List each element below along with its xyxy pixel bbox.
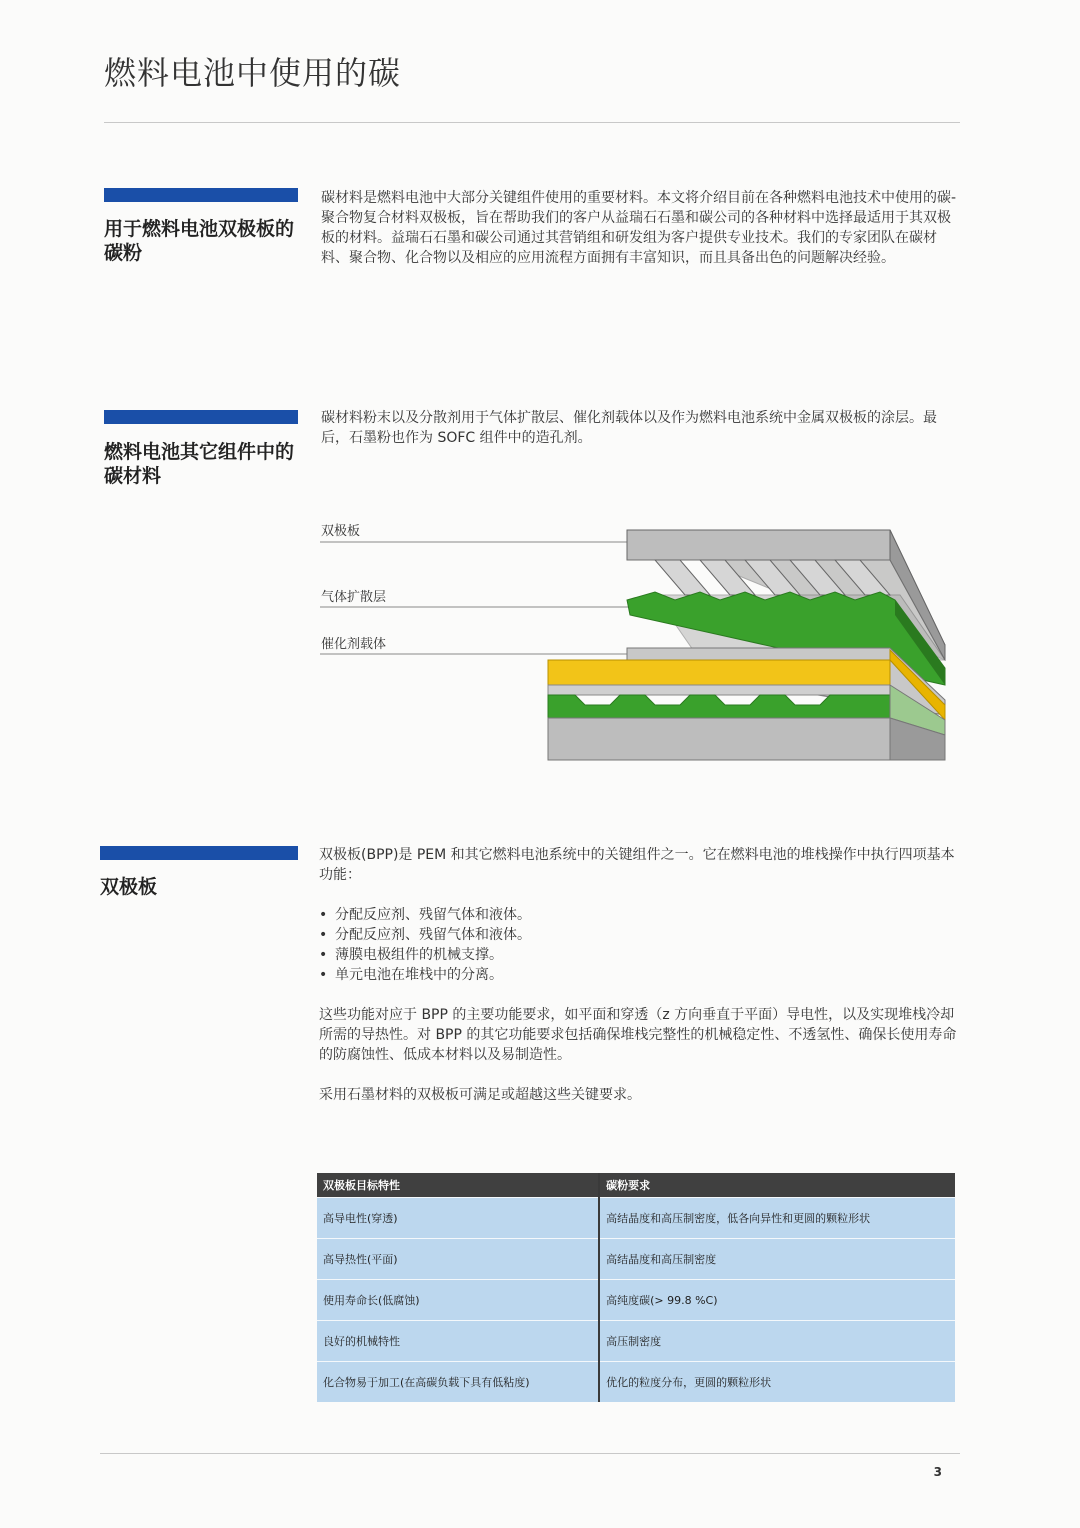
bpp-requirements: 这些功能对应于 BPP 的主要功能要求，如平面和穿透（z 方向垂直于平面）导电性，以及实现堆栈冷却所需的导热性。对 BPP 的其它功能要求包括确保堆栈完整性的机械稳定性、不透氢性、确保长使用寿命的防腐蚀性、低成本材料以及易制造性。 <box>319 1007 957 1063</box>
page-title: 燃料电池中使用的碳 <box>104 54 402 92</box>
bpp-intro: 双极板(BPP)是 PEM 和其它燃料电池系统中的关键组件之一。它在燃料电池的堆栈操作中执行四项基本功能： <box>319 847 955 883</box>
intro-text: 碳材料是燃料电池中大部分关键组件使用的重要材料。本文将介绍目前在各种燃料电池技术中使用的碳-聚合物复合材料双极板，旨在帮助我们的客户从益瑞石石墨和碳公司的各种材料中选择最适用于其双极板的材料。益瑞石石墨和碳公司通过其营销组和研发组为客户提供专业技术。我们的专家团队在碳材料、聚合物、化合物以及相应的应用流程方面拥有丰富知识，而且具备出色的问题解决经验。 <box>321 190 957 266</box>
table-cell: 高纯度碳(> 99.8 %C) <box>599 1280 955 1321</box>
table-cell: 高结晶度和高压制密度，低各向异性和更圆的颗粒形状 <box>599 1198 955 1239</box>
column-header-target-property: 双极板目标特性 <box>317 1173 599 1198</box>
property-requirements-table <box>317 1173 955 1402</box>
table-cell: 优化的粒度分布，更圆的颗粒形状 <box>599 1362 955 1403</box>
section-body-bipolar-plate <box>319 845 961 1105</box>
table-header-row <box>317 1173 955 1198</box>
table-row <box>317 1280 955 1321</box>
top-divider <box>104 122 960 123</box>
table-row <box>317 1239 955 1280</box>
label-gas-diffusion-layer: 气体扩散层 <box>321 590 387 605</box>
page-number: 3 <box>933 1465 942 1479</box>
list-item: • 分配反应剂、残留气体和液体。 <box>319 905 961 925</box>
section-marker <box>104 410 298 424</box>
list-item: • 薄膜电极组件的机械支撑。 <box>319 945 961 965</box>
section-marker <box>100 846 298 860</box>
other-text: 碳材料粉末以及分散剂用于气体扩散层、催化剂载体以及作为燃料电池系统中金属双极板的涂层。最后，石墨粉也作为 SOFC 组件中的造孔剂。 <box>321 410 937 446</box>
table-cell: 化合物易于加工(在高碳负载下具有低粘度) <box>317 1362 599 1403</box>
function-list <box>319 905 961 985</box>
table-cell: 高导电性(穿透) <box>317 1198 599 1239</box>
table-cell: 高压制密度 <box>599 1321 955 1362</box>
table-cell: 高结晶度和高压制密度 <box>599 1239 955 1280</box>
table-cell: 使用寿命长(低腐蚀) <box>317 1280 599 1321</box>
table-cell: 高导热性(平面) <box>317 1239 599 1280</box>
table-cell: 良好的机械特性 <box>317 1321 599 1362</box>
fuel-cell-stack-diagram <box>300 520 960 770</box>
bottom-divider <box>100 1453 960 1454</box>
label-catalyst-support: 催化剂载体 <box>321 637 387 652</box>
bpp-conclusion: 采用石墨材料的双极板可满足或超越这些关键要求。 <box>319 1087 641 1103</box>
column-header-powder-requirement: 碳粉要求 <box>599 1173 955 1198</box>
list-item: • 分配反应剂、残留气体和液体。 <box>319 925 961 945</box>
section-paragraph-other <box>321 408 961 448</box>
table-row <box>317 1321 955 1362</box>
list-item: • 单元电池在堆栈中的分离。 <box>319 965 961 985</box>
lower-assembly <box>548 648 945 760</box>
label-bipolar-plate: 双极板 <box>321 524 361 539</box>
table-row <box>317 1362 955 1403</box>
section-paragraph-intro <box>321 188 961 268</box>
section-heading-bipolar-plate: 双极板 <box>100 876 158 898</box>
section-marker <box>104 188 298 202</box>
section-heading-carbon-powder: 用于燃料电池双极板的碳粉 <box>104 218 295 264</box>
section-heading-other-components: 燃料电池其它组件中的碳材料 <box>104 441 295 487</box>
table-row <box>317 1198 955 1239</box>
